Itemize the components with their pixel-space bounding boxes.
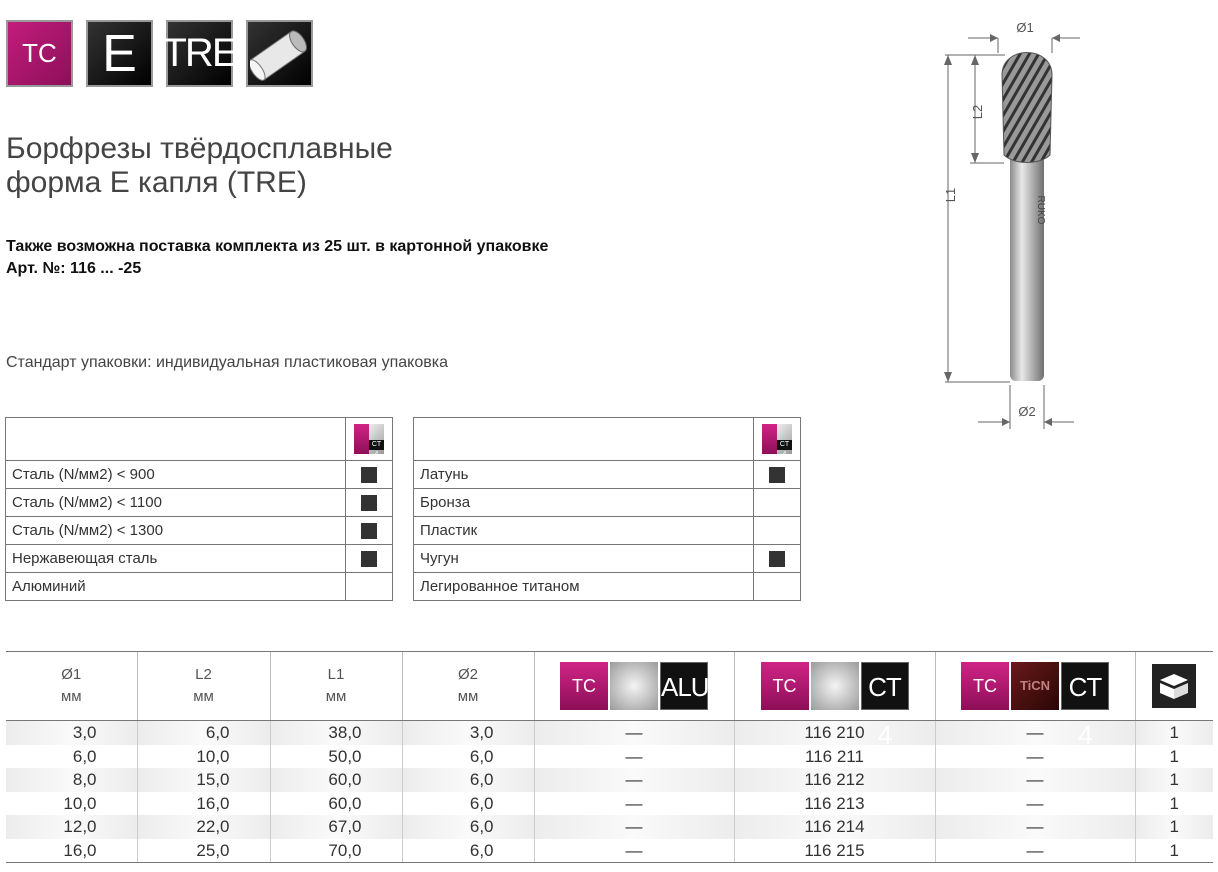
ticn-icon: TiCN (1011, 662, 1059, 710)
tc-badge-icon: TC (6, 20, 73, 87)
ct4-icon: CT 4 (861, 662, 909, 710)
cell-d2: 6,0 (402, 815, 534, 839)
steel-texture-icon (610, 662, 658, 710)
cell-tc-alu: — (534, 745, 734, 769)
cell-tc-ticn: — (935, 745, 1135, 769)
materials-table-right (413, 417, 801, 601)
cell-l2: 15,0 (137, 768, 270, 792)
cell-tc-alu: — (534, 815, 734, 839)
cell-tc-ticn: — (935, 792, 1135, 816)
set-note: Также возможна поставка комплекта из 25 шт. в картонной упаковке Арт. №: 116 ... -25 (6, 238, 549, 277)
cell-l2: 22,0 (137, 815, 270, 839)
table-row (6, 768, 1213, 792)
l2-label: L2 (970, 104, 985, 120)
col-d2: Ø2 мм (402, 652, 534, 721)
tre-badge-icon: TRE (166, 20, 233, 87)
table-row: Бронза (414, 489, 801, 517)
cell-d2: 6,0 (402, 768, 534, 792)
table-row: Сталь (N/мм2) < 900 (6, 461, 393, 489)
table-row: Нержавеющая сталь (6, 545, 393, 573)
cell-d1: 10,0 (63, 793, 97, 813)
cell-pack-qty: 1 (1135, 745, 1213, 769)
cell-d2: 6,0 (402, 792, 534, 816)
cell-tc-ticn: — (935, 768, 1135, 792)
ct4-material-icon: CT 4 (762, 424, 792, 454)
table-row: Пластик (414, 517, 801, 545)
col-l1: L1 мм (270, 652, 402, 721)
cell-pack-qty: 1 (1135, 792, 1213, 816)
table-row: Легированное титаном (414, 573, 801, 601)
table-row (6, 815, 1213, 839)
cell-pack-qty: 1 (1135, 768, 1213, 792)
table-row: Латунь (414, 461, 801, 489)
cell-l1: 67,0 (270, 815, 402, 839)
cell-tc-ticn: — (935, 721, 1135, 745)
cell-tc-alu: — (534, 768, 734, 792)
steel-texture-icon (811, 662, 859, 710)
table-row: Сталь (N/мм2) < 1100 (6, 489, 393, 517)
col-pack (1135, 652, 1213, 721)
col-d1: Ø1 мм (6, 652, 137, 721)
package-box-icon (1152, 664, 1196, 708)
tc-icon: TC (560, 662, 608, 710)
cell-article: 116 214 (734, 815, 935, 839)
alu-icon: ALU (660, 662, 708, 710)
check-mark-icon (361, 495, 377, 511)
ct4-material-icon: CT 4 (354, 424, 384, 454)
article-table (6, 651, 1213, 863)
cell-d1: 12,0 (6, 815, 137, 839)
cell-l2: 25,0 (137, 839, 270, 863)
check-mark-icon (361, 467, 377, 483)
ct4-icon: CT 4 (1061, 662, 1109, 710)
cell-tc-ticn: — (935, 815, 1135, 839)
cell-l1: 60,0 (270, 792, 402, 816)
table-row: Сталь (N/мм2) < 1300 (6, 517, 393, 545)
cell-tc-alu: — (534, 792, 734, 816)
cell-tc-alu: — (534, 839, 734, 863)
table-row (6, 721, 1213, 745)
cell-l2: 6,0 (137, 721, 270, 745)
cell-article: 116 210 (734, 721, 935, 745)
burr-diagram (930, 15, 1080, 435)
col-l2: L2 мм (137, 652, 270, 721)
cell-article: 116 213 (734, 792, 935, 816)
cell-d2: 3,0 (402, 721, 534, 745)
cell-d1: 3,0 (6, 721, 137, 745)
d1-label: Ø1 (1016, 20, 1034, 35)
cell-pack-qty: 1 (1135, 721, 1213, 745)
cell-d2: 6,0 (402, 839, 534, 863)
check-mark-icon (769, 551, 785, 567)
cell-l1: 60,0 (270, 768, 402, 792)
check-mark-icon (361, 551, 377, 567)
col-tc-alu (534, 652, 734, 721)
cell-d1: 6,0 (72, 746, 97, 766)
page-title: Борфрезы твёрдосплавные форма E капля (TRE) (6, 132, 393, 199)
cell-l2: 10,0 (137, 745, 270, 769)
table-row (6, 745, 1213, 769)
shape-e-badge-icon: E (86, 20, 153, 87)
cell-tc-ticn: — (935, 839, 1135, 863)
cell-d1: 16,0 (6, 839, 137, 863)
l1-label: L1 (943, 187, 958, 203)
cell-article: 116 211 (734, 745, 935, 769)
cell-pack-qty: 1 (1135, 815, 1213, 839)
table-row (6, 839, 1213, 863)
table-row: Алюминий (6, 573, 393, 601)
cell-l1: 70,0 (270, 839, 402, 863)
cell-d1: 8,0 (6, 768, 137, 792)
check-mark-icon (769, 467, 785, 483)
col-tc-ticn-ct4 (935, 652, 1135, 750)
table-row: Чугун (414, 545, 801, 573)
tc-icon: TC (761, 662, 809, 710)
tc-icon: TC (961, 662, 1009, 710)
cell-article: 116 215 (734, 839, 935, 863)
pipe-badge-icon (246, 20, 313, 87)
cell-pack-qty: 1 (1135, 839, 1213, 863)
cell-l1: 50,0 (270, 745, 402, 769)
check-mark-icon (361, 523, 377, 539)
cell-tc-alu: — (534, 721, 734, 745)
packaging-standard: Стандарт упаковки: индивидуальная пластиковая упаковка (6, 354, 448, 371)
cell-article: 116 212 (734, 768, 935, 792)
brand-label: RUKO (1035, 195, 1046, 225)
table-row (6, 792, 1213, 816)
d2-label: Ø2 (1018, 404, 1036, 419)
cell-l1: 38,0 (270, 721, 402, 745)
cell-d2: 6,0 (402, 745, 534, 769)
cell-l2: 16,0 (137, 792, 270, 816)
materials-table-left (5, 417, 393, 601)
